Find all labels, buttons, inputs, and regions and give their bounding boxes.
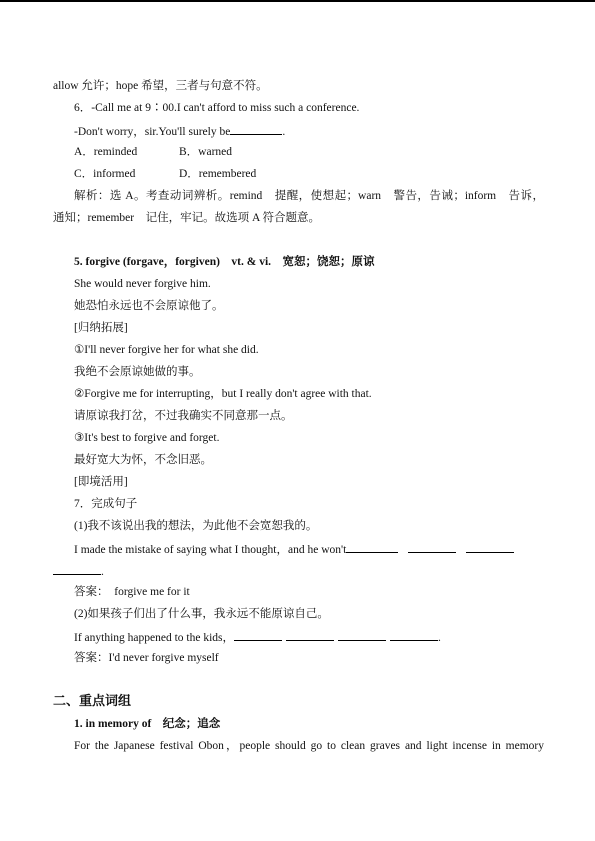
question-6-stem: 6．-Call me at 9∶00.I can't afford to miss such a conference. — [74, 102, 360, 114]
option-c: C．informed — [74, 168, 136, 180]
phrase-1-example: For the Japanese festival Obon，people should go to clean graves and light incense in memory — [74, 740, 544, 752]
example-1-cn: 她恐怕永远也不会原谅他了。 — [74, 300, 224, 312]
example-1-en: She would never forgive him. — [74, 278, 211, 290]
item-3-en: ③It's best to forgive and forget. — [74, 432, 220, 444]
answer-blank — [408, 541, 456, 553]
sentence-text: I made the mistake of saying what I thought，and he won't — [74, 544, 347, 556]
item-1-cn: 我绝不会原谅她做的事。 — [74, 366, 201, 378]
analysis-line-2: 通知；remember 记住，牢记。故选项 A 符合题意。 — [53, 212, 321, 224]
item-2-cn: 请原谅我打岔，不过我确实不同意那一点。 — [74, 410, 293, 422]
apply-label: [即境活用] — [74, 476, 128, 488]
question-7-2-cn: (2)如果孩子们出了什么事，我永远不能原谅自己。 — [74, 608, 329, 620]
question-7-1-continued: . — [53, 563, 543, 579]
question-7-1-cn: (1)我不该说出我的想法，为此他不会宽恕我的。 — [74, 520, 318, 532]
answer-blank — [53, 563, 101, 575]
header-rule — [0, 0, 595, 2]
analysis-line-1: 解析：选 A。考查动词辨析。remind 提醒，使想起；warn 警告，告诫；inform 告诉， — [74, 190, 544, 202]
answer-blank — [230, 123, 282, 135]
answer-blank — [234, 629, 282, 641]
reply-end: . — [282, 126, 286, 138]
item-2-en: ②Forgive me for interrupting，but I really don't agree with that. — [74, 388, 372, 400]
question-7-title: 7．完成句子 — [74, 498, 138, 510]
option-a: A．reminded — [74, 146, 138, 158]
question-6-reply — [74, 123, 544, 139]
expand-label: [归纳拓展] — [74, 322, 128, 334]
question-7-2-answer: 答案：I'd never forgive myself — [74, 652, 219, 664]
item-3-cn: 最好宽大为怀，不念旧恶。 — [74, 454, 212, 466]
section-heading: 二、重点词组 — [53, 693, 132, 708]
question-7-2-en — [74, 629, 544, 645]
item-1-en: ①I'll never forgive her for what she did. — [74, 344, 259, 356]
sentence-text: If anything happened to the kids， — [74, 632, 235, 644]
question-7-1-answer: 答案： forgive me for it — [74, 586, 190, 598]
answer-blank — [390, 629, 438, 641]
options-row-2 — [74, 167, 544, 181]
answer-blank — [338, 629, 386, 641]
option-d: D．remembered — [179, 168, 257, 180]
answer-blank — [466, 541, 514, 553]
sentence-end: . — [438, 632, 441, 644]
answer-blank — [286, 629, 334, 641]
options-row-1 — [74, 145, 544, 159]
phrase-1-heading: 1. in memory of 纪念；追念 — [74, 718, 221, 730]
option-b: B．warned — [179, 146, 233, 158]
intro-line: allow 允许；hope 希望，三者与句意不符。 — [53, 80, 268, 92]
entry-5-heading: 5. forgive (forgave，forgiven) vt. & vi. 宽恕；饶恕；原谅 — [74, 256, 375, 268]
reply-text: -Don't worry，sir.You'll surely be — [74, 126, 231, 138]
answer-blank — [346, 541, 398, 553]
question-7-1-en — [74, 541, 544, 557]
